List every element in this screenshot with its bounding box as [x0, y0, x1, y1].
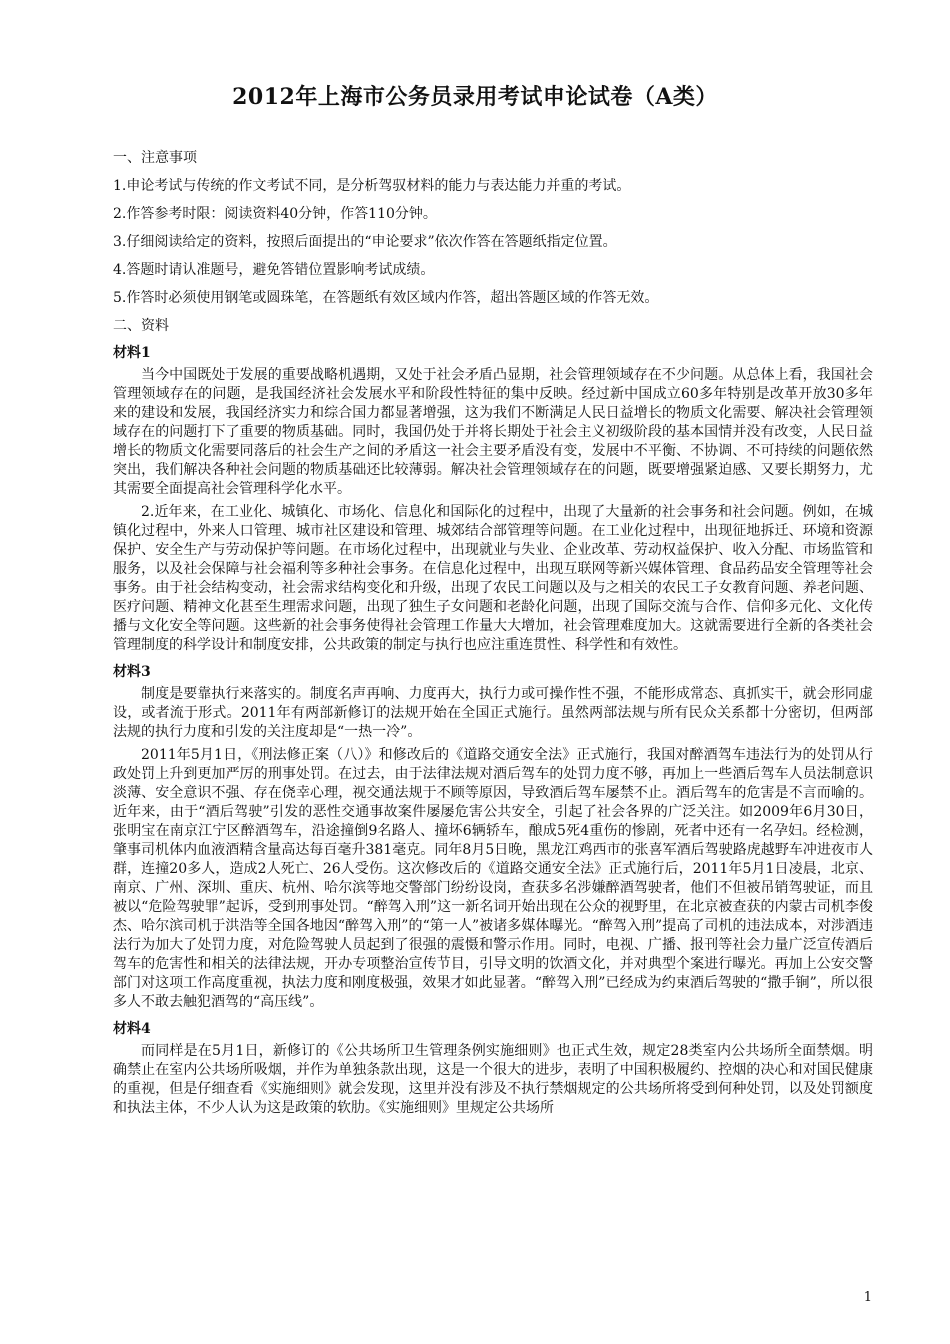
notice-item: 1.申论考试与传统的作文考试不同，是分析驾驭材料的能力与表达能力并重的考试。 — [113, 178, 631, 194]
material-1-paragraph: 当今中国既处于发展的重要战略机遇期，又处于社会矛盾凸显期，社会管理领域存在不少问题。从总体上看，我国社会管理领域存在的问题，是我国经济社会发展水平和阶段性特征的集中反映。经过新中国成立60多年特别是改革开放30多年来的建设和发展，我国经济实力和综合国力都显著增强，这为我们不断满足人民日益增长的物质文化需要、解决社会管理领域存在的问题打下了重要的物质基础。同时，我国仍处于并将长期处于社会主义初级阶段的基本国情并没有改变，人民日益增长的物质文化需要同落后的社会生产之间的矛盾这一社会主要矛盾没有变，发展中不平衡、不协调、不可持续的问题依然突出，我们解决各种社会问题的物质基础还比较薄弱。解决社会管理领域存在的问题，既要增强紧迫感、又要长期努力，尤其需要全面提高社会管理科学化水平。 — [113, 367, 873, 497]
notice-item: 3.仔细阅读给定的资料，按照后面提出的“申论要求”依次作答在答题纸指定位置。 — [113, 234, 617, 250]
material-4-label: 材料4 — [113, 1021, 151, 1037]
notice-item: 2.作答参考时限：阅读资料40分钟，作答110分钟。 — [113, 206, 437, 222]
notice-heading: 一、注意事项 — [113, 150, 197, 166]
material-3-paragraph: 制度是要靠执行来落实的。制度名声再响、力度再大，执行力或可操作性不强，不能形成常态、真抓实干，就会形同虚设，或者流于形式。2011年有两部新修订的法规开始在全国正式施行。虽然两部法规与所有民众关系都十分密切，但两部法规的执行力度和引发的关注度却是“一热一冷”。 — [113, 686, 873, 740]
document-body — [113, 144, 873, 1122]
material-1-label: 材料1 — [113, 345, 151, 361]
material-3-paragraph: 2011年5月1日，《刑法修正案（八）》和修改后的《道路交通安全法》正式施行，我国对醉酒驾车违法行为的处罚从行政处罚上升到更加严厉的刑事处罚。在过去，由于法律法规对酒后驾车的处罚力度不够，再加上一些酒后驾车人员法制意识淡薄、安全意识不强、存在侥幸心理，视交通法规于不顾等原因，导致酒后驾车屡禁不止。酒后驾车的危害是不言而喻的。近年来，由于“酒后驾驶”引发的恶性交通事故案件屡屡危害公共安全，引起了社会各界的广泛关注。如2009年6月30日，张明宝在南京江宁区醉酒驾车，沿途撞倒9名路人、撞坏6辆轿车，酿成5死4重伤的惨剧，死者中还有一名孕妇。经检测，肇事司机体内血液酒精含量高达每百毫升381毫克。同年8月5日晚，黑龙江鸡西市的张喜军酒后驾驶路虎越野车冲进夜市人群，连撞20多人，造成2人死亡、26人受伤。这次修改后的《道路交通安全法》正式施行后，2011年5月1日凌晨，北京、南京、广州、深圳、重庆、杭州、哈尔滨等地交警部门纷纷设岗，查获多名涉嫌醉酒驾驶者，他们不但被吊销驾驶证，而且被以“危险驾驶罪”起诉，受到刑事处罚。“醉驾入刑”这一新名词开始出现在公众的视野里，在北京被查获的内蒙古司机李俊杰、哈尔滨司机于洪浩等全国各地因“醉驾入刑”的“第一人”被诸多媒体曝光。“醉驾入刑”提高了司机的违法成本，对涉酒违法行为加大了处罚力度，对危险驾驶人员起到了很强的震慑和警示作用。同时，电视、广播、报刊等社会力量广泛宣传酒后驾车的危害性和相关的法律法规，开办专项整治宣传节目，引导文明的饮酒文化，并对典型个案进行曝光。再加上公安交警部门对这项工作高度重视，执法力度和刚度极强，效果才如此显著。“醉驾入刑”已经成为约束酒后驾驶的“撒手锏”，所以很多人不敢去触犯酒驾的“高压线”。 — [113, 747, 873, 1010]
document-title: 2012年上海市公务员录用考试申论试卷（A类） — [232, 84, 718, 110]
notice-item: 4.答题时请认准题号，避免答错位置影响考试成绩。 — [113, 262, 435, 278]
material-3-label: 材料3 — [113, 664, 151, 680]
page-number: 1 — [863, 1290, 872, 1305]
material-2-paragraph: 2.近年来，在工业化、城镇化、市场化、信息化和国际化的过程中，出现了大量新的社会事务和社会问题。例如，在城镇化过程中，外来人口管理、城市社区建设和管理、城郊结合部管理等问题。在工业化过程中，出现征地拆迁、环境和资源保护、安全生产与劳动保护等问题。在市场化过程中，出现就业与失业、企业改革、劳动权益保护、收入分配、市场监管和服务，以及社会保障与社会福利等多种社会事务。在信息化过程中，出现互联网等新兴媒体管理、食品药品安全管理等社会事务。由于社会结构变动，社会需求结构变化和升级，出现了农民工问题以及与之相关的农民工子女教育问题、养老问题、医疗问题、精神文化甚至生理需求问题，出现了独生子女问题和老龄化问题，出现了国际交流与合作、信仰多元化、文化传播与文化安全等问题。这些新的社会事务使得社会管理工作量大大增加，社会管理难度加大。这就需要进行全新的各类社会管理制度的科学设计和制度安排，公共政策的制定与执行也应注重连贯性、科学性和有效性。 — [113, 504, 873, 653]
material-4-paragraph: 而同样是在5月1日，新修订的《公共场所卫生管理条例实施细则》也正式生效，规定28类室内公共场所全面禁烟。明确禁止在室内公共场所吸烟，并作为单独条款出现，这是一个很大的进步，表明了中国积极履约、控烟的决心和对国民健康的重视，但是仔细查看《实施细则》就会发现，这里并没有涉及不执行禁烟规定的公共场所将受到何种处罚，以及处罚额度和执法主体，不少人认为这是政策的软肋。《实施细则》里规定公共场所 — [113, 1043, 873, 1116]
materials-heading: 二、资料 — [113, 318, 169, 334]
notice-item: 5.作答时必须使用钢笔或圆珠笔，在答题纸有效区域内作答，超出答题区域的作答无效。 — [113, 290, 659, 306]
